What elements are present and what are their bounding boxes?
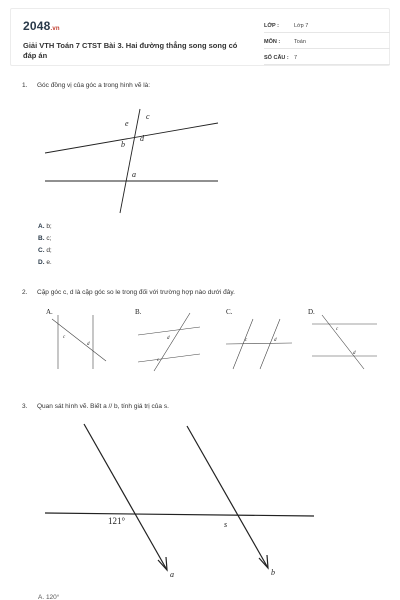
q1-option-a[interactable]	[38, 223, 52, 230]
option-text: c;	[46, 235, 52, 242]
angle-label-d: d	[140, 134, 144, 143]
transversal-line	[120, 109, 140, 213]
question-2	[22, 289, 235, 296]
figure-caption-a: A.	[46, 308, 53, 316]
figure-option-b[interactable]	[135, 308, 200, 371]
document-header	[10, 8, 390, 66]
logo-text: 2048	[23, 19, 51, 33]
line-label-b: b	[271, 568, 275, 577]
angle-label-b: b	[121, 140, 125, 149]
meta-count-value: 7	[294, 55, 298, 61]
question-text: Quan sát hình vẽ. Biết a // b, tính giá trị của s.	[37, 403, 169, 410]
arrow-b	[259, 555, 268, 568]
question-text: Cặp góc c, d là cặp góc so le trong đối với trường hợp nào dưới đây.	[37, 289, 235, 296]
parallel-line	[138, 354, 200, 362]
document-title: Giải VTH Toán 7 CTST Bài 3. Hai đường thẳng song song có đáp án	[23, 41, 238, 60]
angle-label-d: d	[167, 336, 170, 341]
option-text: e.	[46, 259, 52, 266]
angle-label-c: c	[245, 338, 248, 343]
angle-label-d: d	[353, 351, 356, 356]
question-3	[22, 403, 169, 410]
arrow-a	[158, 557, 167, 570]
meta-class-value: Lớp 7	[294, 23, 309, 29]
angle-label-a: a	[132, 170, 136, 179]
question-2-figures	[40, 305, 380, 375]
option-letter: C.	[38, 247, 45, 254]
angle-label-c: c	[157, 358, 160, 363]
meta-subject-key: MÔN :	[264, 39, 281, 45]
parallel-line	[260, 319, 280, 369]
angle-label-c: c	[336, 327, 339, 332]
angle-label-c: c	[63, 335, 66, 340]
figure-option-a[interactable]	[46, 308, 106, 369]
transversal-line	[226, 343, 292, 344]
q1-option-d[interactable]	[38, 259, 52, 266]
transversal-line	[322, 315, 364, 369]
question-1	[22, 82, 150, 89]
figure-caption-d: D.	[308, 308, 315, 316]
figure-caption-c: C.	[226, 308, 233, 316]
meta-question-count	[264, 53, 390, 65]
transversal-line	[154, 313, 190, 371]
transversal-line	[45, 513, 314, 516]
angle-label-d: d	[274, 338, 277, 343]
q3-option-a-partial[interactable]: A. 120°	[38, 594, 60, 600]
question-1-figure	[40, 105, 240, 215]
question-text: Góc đồng vị của góc a trong hình vẽ là:	[37, 82, 151, 89]
line-label-a: a	[170, 570, 174, 579]
option-letter: A.	[38, 223, 45, 230]
angle-label-d: d	[87, 342, 90, 347]
q1-option-b[interactable]	[38, 235, 51, 242]
option-letter: B.	[38, 235, 45, 242]
question-number: 1.	[22, 82, 28, 89]
transversal-line	[52, 319, 106, 361]
option-text: b;	[46, 223, 52, 230]
logo-suffix: .vn	[50, 26, 60, 32]
meta-subject	[264, 37, 390, 49]
figure-caption-b: B.	[135, 308, 142, 316]
parallel-line	[138, 327, 200, 335]
question-3-figure	[40, 420, 340, 585]
unknown-angle-s: s	[224, 520, 228, 529]
site-logo[interactable]	[23, 19, 60, 33]
meta-class-key: LỚP :	[264, 23, 279, 29]
q1-option-c[interactable]	[38, 247, 52, 254]
angle-label-e: e	[125, 119, 129, 128]
meta-subject-value: Toán	[294, 39, 306, 45]
option-letter: D.	[38, 259, 45, 266]
upper-line	[45, 123, 218, 153]
meta-class	[264, 21, 390, 33]
line-b	[187, 426, 268, 568]
meta-count-key: SỐ CÂU :	[264, 55, 289, 61]
question-number: 2.	[22, 289, 28, 296]
figure-option-c[interactable]	[226, 308, 292, 369]
line-a	[84, 424, 167, 570]
angle-label-c: c	[146, 112, 150, 121]
angle-value-121: 121°	[108, 516, 126, 526]
question-number: 3.	[22, 403, 28, 410]
figure-option-d[interactable]	[308, 308, 377, 369]
option-text: d;	[46, 247, 52, 254]
